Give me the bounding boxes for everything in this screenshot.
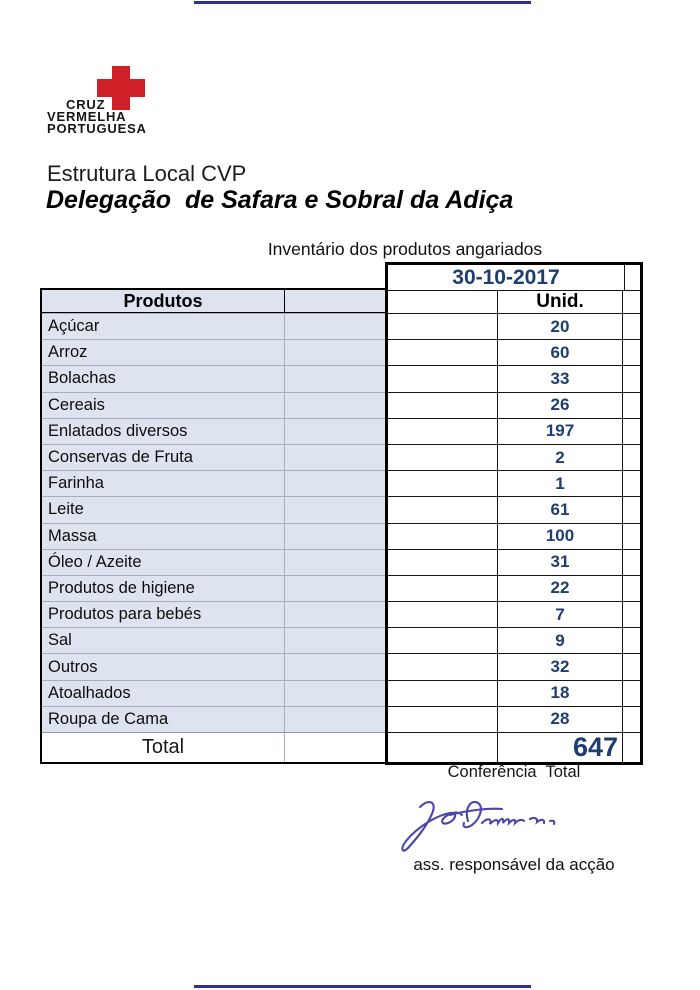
page-bottom-rule [194,985,531,988]
table-row [42,313,386,339]
logo-line-cruz: CRUZ [66,97,106,112]
blank-cell [285,366,386,391]
product-qty: 7 [555,604,565,624]
product-qty: 2 [555,447,565,467]
blank-cell [285,419,386,444]
blank-cell [285,628,386,653]
table-row [42,392,386,418]
table-row [42,601,386,627]
product-qty: 60 [550,342,570,362]
table-row [42,549,386,575]
product-qty: 61 [550,499,570,519]
table-row [42,523,386,549]
logo-line-portuguesa: PORTUGUESA [47,121,147,136]
org-structure-title: Estrutura Local CVP [47,161,247,186]
qty-row [388,313,640,339]
product-name: Conservas de Fruta [48,448,193,467]
qty-row [388,339,640,365]
product-name: Açúcar [48,317,100,336]
product-name: Produtos de higiene [48,578,195,597]
table-row [42,680,386,706]
product-qty: 33 [550,368,570,388]
product-qty: 9 [555,630,565,650]
qty-row [388,601,640,627]
product-name: Cereais [48,395,105,414]
product-qty: 26 [550,395,570,415]
qty-row [388,706,640,732]
signature [398,793,573,855]
product-name: Produtos para bebés [48,605,202,624]
qty-row [388,418,640,444]
products-table [40,288,388,764]
product-qty: 28 [550,709,570,729]
qty-row [388,653,640,679]
signature-caption: ass. responsável da acção [413,855,615,874]
product-name: Óleo / Azeite [48,552,142,571]
blank-cell [285,340,386,365]
table-row [42,706,386,732]
blank-cell [623,291,640,313]
blank-cell [285,681,386,706]
logo-wordmark [47,99,147,135]
product-qty: 1 [555,473,565,493]
blank-cell [388,291,498,313]
date-row [388,265,640,290]
product-qty: 32 [550,657,570,677]
total-row [42,732,386,762]
table-row [42,575,386,601]
table-row [42,365,386,391]
product-qty: 22 [550,578,570,598]
blank-cell [285,550,386,575]
blank-cell [285,393,386,418]
blank-cell [285,733,386,762]
table-row [42,444,386,470]
blank-cell [285,576,386,601]
qty-row [388,392,640,418]
qty-row [388,470,640,496]
table-row [42,653,386,679]
product-name: Leite [48,500,84,519]
blank-cell [285,471,386,496]
qty-row [388,365,640,391]
table-row [42,418,386,444]
table-row [42,627,386,653]
page-top-rule [194,1,531,4]
product-qty: 31 [550,552,570,572]
qty-row [388,523,640,549]
qty-row [388,496,640,522]
table-row [42,470,386,496]
grand-total-value: 647 [498,733,623,762]
products-column-title: Produtos [123,290,203,311]
blank-cell [285,707,386,732]
qty-row [388,627,640,653]
product-name: Massa [48,526,97,545]
units-column-title: Unid. [536,291,584,312]
blank-cell [285,497,386,522]
blank-cell [285,602,386,627]
product-name: Roupa de Cama [48,709,169,728]
products-header-row [42,290,386,313]
blank-cell [625,265,640,290]
conference-total-label: Conferência Total [447,763,581,781]
product-name: Enlatados diversos [48,421,188,440]
product-name: Bolachas [48,369,116,388]
qty-row [388,549,640,575]
grand-total-row [388,732,640,762]
units-header-row [388,290,640,313]
inventory-date: 30-10-2017 [388,265,625,290]
inventory-subtitle: Inventário dos produtos angariados [267,239,543,259]
products-header-cell [42,290,285,312]
product-qty: 100 [545,526,575,546]
blank-header-cell [285,290,386,312]
qty-row [388,680,640,706]
blank-cell [285,445,386,470]
product-qty: 197 [545,421,575,441]
blank-cell [285,314,386,339]
table-row [42,496,386,522]
units-table [385,262,643,765]
product-name: Outros [48,657,98,676]
product-name: Farinha [48,474,104,493]
product-qty: 18 [550,683,570,703]
product-name: Sal [48,631,72,650]
product-qty: 20 [550,316,570,336]
blank-cell [285,654,386,679]
product-name: Atoalhados [48,683,131,702]
qty-row [388,575,640,601]
product-name: Arroz [48,343,88,362]
table-row [42,339,386,365]
total-label: Total [141,736,185,758]
delegation-title: Delegação de Safara e Sobral da Adiça [46,186,514,214]
logo-line-vermelha: VERMELHA [47,109,127,124]
blank-cell [285,524,386,549]
qty-row [388,444,640,470]
